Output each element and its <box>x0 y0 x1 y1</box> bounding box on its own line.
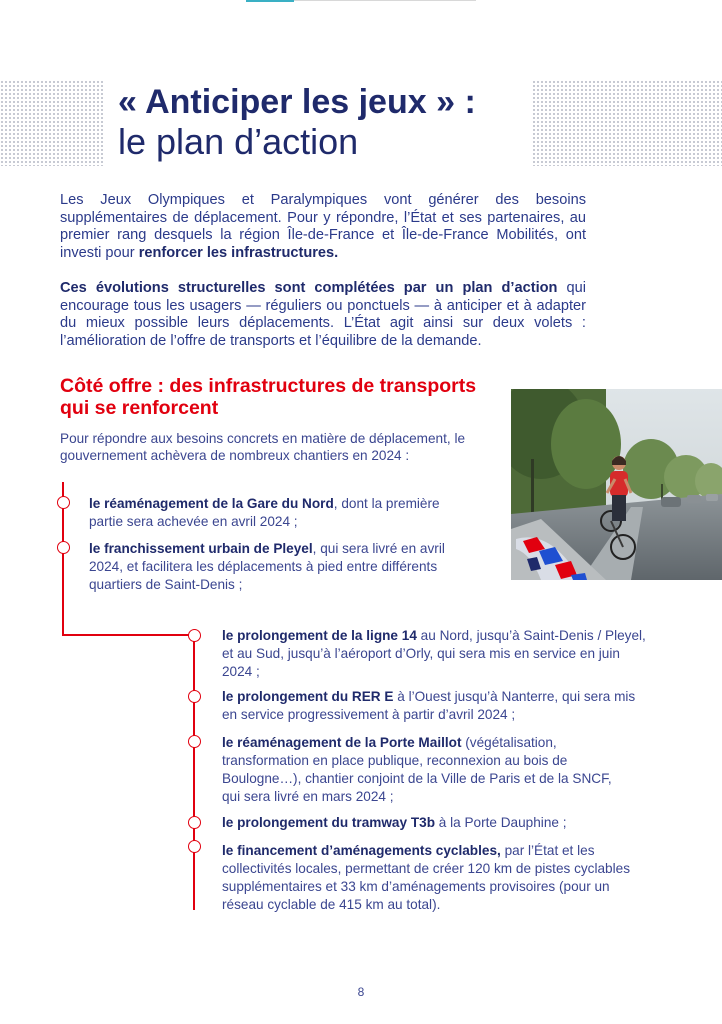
intro-paragraph-2 <box>60 280 586 350</box>
list-item-text: par l’État et les collectivités locales, permettant de créer 120 km de pistes cyclables supplémentaires et 33 km d’aménagements provisoires (pour un réseau cyclable de 415 km au total). <box>222 843 630 912</box>
list-item <box>222 688 652 724</box>
list-item <box>222 842 652 914</box>
list-item-bold: le réaménagement de la Porte Maillot <box>222 735 462 750</box>
section-lead: Pour répondre aux besoins concrets en matière de déplacement, le gouvernement achèvera de nombreux chantiers en 2024 : <box>60 431 466 463</box>
intro-p2-text: qui encourage tous les usagers — réguliers ou ponctuels — à anticiper et à adapter du mieux possible leurs déplacements. L’État agit ainsi sur deux volets : l’amélioration de l’offre de transports et l’équilibre de la demande. <box>60 280 587 349</box>
timeline-node <box>188 735 201 748</box>
timeline-node <box>188 629 201 642</box>
list-item-text: , qui sera livré en avril 2024, et facilitera les déplacements à pied entre différents quartiers de Saint-Denis ; <box>89 541 445 592</box>
intro-p2-bold: Ces évolutions structurelles sont complétées par un plan d’action <box>60 280 558 296</box>
top-accent-bar <box>246 0 294 2</box>
intro-p1-text: Les Jeux Olympiques et Paralympiques vont générer des besoins supplémentaires de déplacement. Pour y répondre, l’État et ses partenaires, au premier rang desquels la région Île-de-France et Île-de-France Mobilités, ont investi pour <box>60 192 586 261</box>
list-item-bold: le franchissement urbain de Pleyel <box>89 541 313 556</box>
page-title <box>118 82 528 162</box>
page-number: 8 <box>357 985 365 999</box>
list-item-text: au Nord, jusqu’à Saint-Denis / Pleyel, et au Sud, jusqu’à l’aéroport d’Orly, qui sera mis en service en juin 2024 ; <box>222 628 646 679</box>
cyclist-photo <box>511 389 722 580</box>
timeline-node <box>57 496 70 509</box>
page-title-light: le plan d’action <box>118 121 359 162</box>
list-item <box>222 627 652 681</box>
timeline-node <box>57 541 70 554</box>
list-item-bold: le prolongement du RER E <box>222 689 394 704</box>
list-item-bold: le prolongement de la ligne 14 <box>222 628 417 643</box>
list-item-text: (végétalisation, transformation en place publique, reconnexion au bois de Boulogne…), chantier conjoint de la Ville de Paris et de la SNCF, qui sera livré en mars 2024 ; <box>222 735 612 804</box>
list-item-bold: le prolongement du tramway T3b <box>222 815 435 830</box>
page-title-bold: « Anticiper les jeux » : <box>118 83 476 121</box>
list-item-bold: le réaménagement de la Gare du Nord <box>89 496 334 511</box>
list-item <box>89 495 469 531</box>
list-item <box>222 734 622 806</box>
section-title: Côté offre : des infrastructures de transports qui se renforcent <box>60 375 477 419</box>
list-item-bold: le financement d’aménagements cyclables, <box>222 843 501 858</box>
list-item-text: , dont la première partie sera achevée en avril 2024 ; <box>89 496 440 529</box>
list-item-text: à la Porte Dauphine ; <box>435 815 567 830</box>
timeline-line-connector <box>62 634 195 636</box>
dot-pattern-left <box>0 80 104 166</box>
list-item <box>222 814 652 832</box>
timeline-node <box>188 816 201 829</box>
intro-p1-bold: renforcer les infrastructures. <box>138 244 339 261</box>
list-item <box>89 540 473 594</box>
dot-pattern-right <box>532 80 722 166</box>
list-item-text: à l’Ouest jusqu’à Nanterre, qui sera mis en service progressivement à partir d’avril 2024 ; <box>222 689 636 722</box>
cyclist-photo-illustration <box>511 389 722 580</box>
timeline-node <box>188 690 201 703</box>
timeline-node <box>188 840 201 853</box>
intro-paragraph-1 <box>60 192 586 262</box>
timeline-line-lower <box>193 634 195 910</box>
